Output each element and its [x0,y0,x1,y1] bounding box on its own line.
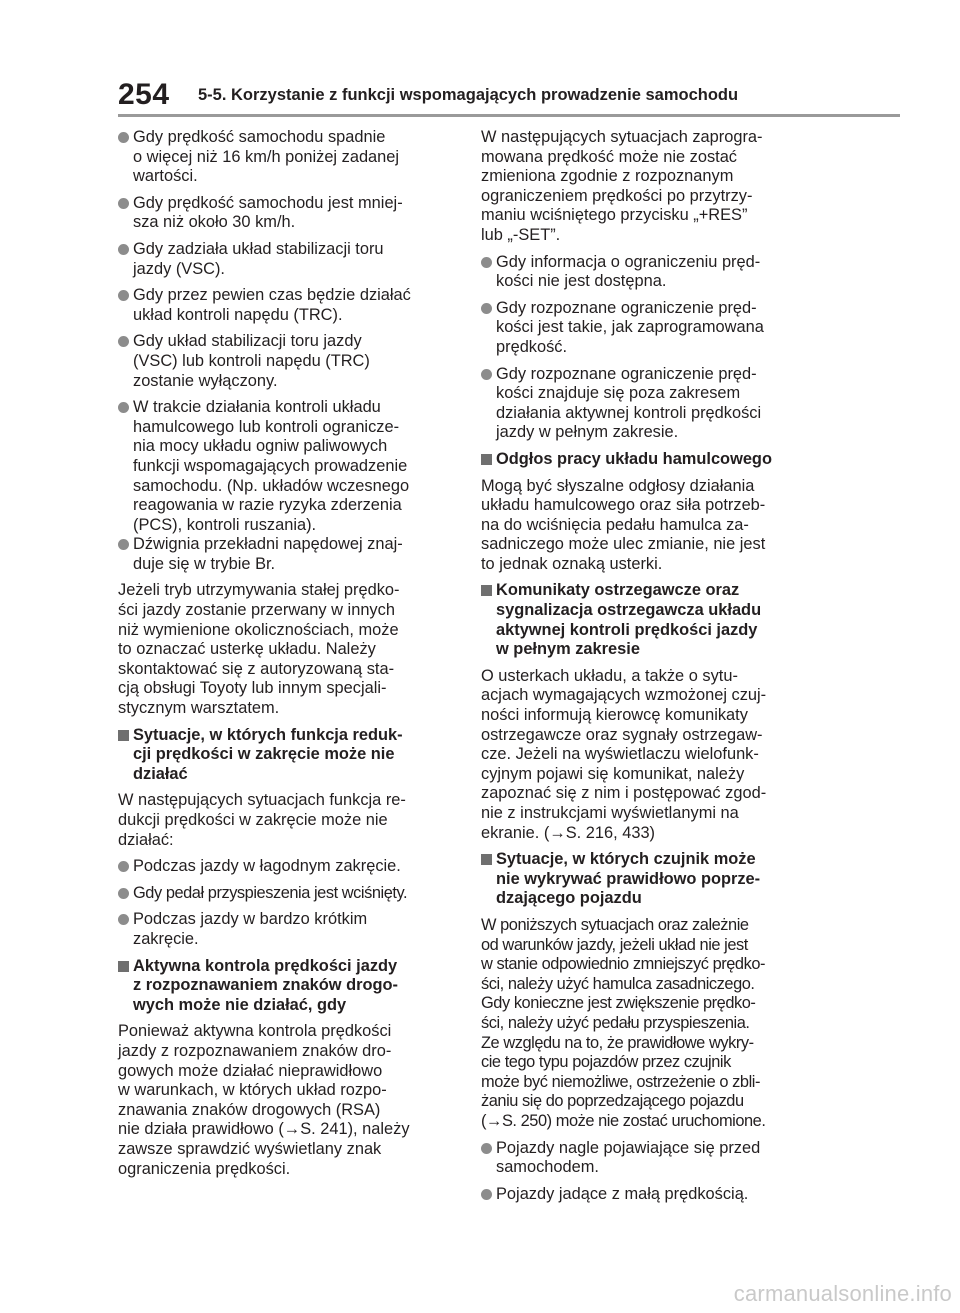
bullet-text: Gdy rozpoznane ograniczenie pręd- kości znajduje się poza zakresem działania aktywnej kontroli prędkości jazdy w pełnym zakresie. [496,364,762,442]
square-bullet-icon [481,854,492,865]
bullet-item [118,910,453,949]
bullet-dot-icon [481,303,492,314]
heading-text: Sytuacje, w których czujnik może nie wykrywać prawidłowo poprze- dzającego pojazdu [496,850,761,908]
bullet-dot-icon [481,369,492,380]
bullet-dot-icon [118,132,129,143]
bullet-dot-icon [481,257,492,268]
paragraph: O usterkach układu, a także o sytu- acjach wymagających wzmożonej czuj- ności informują kierowcę komunikaty ostrzegawcze oraz sygnały ostrzegaw- cze. Jeżeli na wyświetlaczu wielofunk- cyjnym pojawi się komunikat, należy zapoznać się z nim i postępować zgod- nie z instrukcjami wyświetlanymi na ekranie. (→S. 216, 433) [481,666,767,842]
bullet-dot-icon [481,1143,492,1154]
paragraph: Jeżeli tryb utrzymywania stałej prędko- ści jazdy zostanie przerwany w innych niż wymienione okolicznościach, może to oznaczać usterkę układu. Należy skontaktować się z autoryzowaną sta- cją obsługi Toyoty lub innym specjali- stycznym warsztatem. [118,581,400,718]
bullet-dot-icon [118,861,129,872]
bullet-text: W trakcie działania kontroli układu hamulcowego lub kontroli ogranicze- nia mocy układu ogniw paliwowych funkcji wspomagających prowadzenie samochodu. (Np. układów wczesnego reagowania w razie ryzyka zderzenia (PCS), kontroli ruszania). [133,398,410,534]
bullet-dot-icon [118,198,129,209]
paragraph: W następujących sytuacjach zaprogra- mowana prędkość może nie zostać zmieniona zgodnie z rozpoznanym ograniczeniem prędkości po przytrzy- maniu wciśniętego przycisku „+RES” lub „-SET”. [481,128,763,244]
subsection-heading [481,450,816,470]
subsection-heading [481,850,816,909]
heading-text: Odgłos pracy układu hamulcowego [496,449,772,468]
paragraph: Ponieważ aktywna kontrola prędkości jazdy z rozpoznawaniem znaków dro- gowych może działać nieprawidłowo w warunkach, w których układ rozpo- znawania znaków drogowych (RSA) nie działa prawidłowo (→S. 241), należy zawsze sprawdzić wyświetlany znak ograniczenia prędkości. [118,1022,410,1178]
subsection-heading [481,581,816,659]
bullet-text: Gdy przez pewien czas będzie działać układ kontroli napędu (TRC). [133,286,411,324]
square-bullet-icon [481,454,492,465]
bullet-text: Gdy informacja o ograniczeniu pręd- kości nie jest dostępna. [496,252,761,291]
bullet-dot-icon [118,402,129,413]
paragraph: W poniższych sytuacjach oraz zależnie od warunków jazdy, jeżeli układ nie jest w stanie odpowiednio zmniejszyć prędko- ści, należy użyć hamulca zasadniczego. Gdy konieczne jest zwiększenie prędko- ści, należy użyć pedału przyspieszenia. Ze względu na to, że prawidłowe wykry- cie tego typu pojazdów przez czujnik może być niemożliwe, ostrzeżenie o zbli- żaniu się do poprzedzającego pojazdu (→S. 250) może nie zostać uruchomione. [481,915,766,1130]
bullet-item [118,535,453,574]
bullet-item [118,286,453,325]
bullet-dot-icon [118,290,129,301]
bullet-dot-icon [118,336,129,347]
heading-text: Sytuacje, w których funkcja reduk- cji prędkości w zakręcie może nie działać [133,725,403,783]
square-bullet-icon [481,585,492,596]
bullet-text: Dźwignia przekładni napędowej znaj- duje się w trybie Br. [133,535,403,573]
bullet-dot-icon [118,244,129,255]
square-bullet-icon [118,961,129,972]
paragraph: W następujących sytuacjach funkcja re- dukcji prędkości w zakręcie może nie działać: [118,791,406,849]
bullet-dot-icon [118,539,129,550]
bullet-text: Gdy pedał przyspieszenia jest wciśnięty. [133,883,408,902]
bullet-text: Gdy zadziała układ stabilizacji toru jazdy (VSC). [133,239,384,278]
subsection-heading [118,957,453,1016]
section-title: 5-5. Korzystanie z funkcji wspomagających prowadzenie samochodu [198,86,739,104]
bullet-text: Gdy układ stabilizacji toru jazdy (VSC) lub kontroli napędu (TRC) zostanie wyłączony. [133,332,370,390]
header-rule [118,114,900,117]
heading-text: Aktywna kontrola prędkości jazdy z rozpoznawaniem znaków drogo- wych może nie działać, gdy [133,956,398,1014]
bullet-dot-icon [118,888,129,899]
bullet-item [118,240,453,279]
bullet-dot-icon [481,1189,492,1200]
subsection-heading [118,726,453,785]
bullet-item [481,365,816,443]
bullet-text: Gdy prędkość samochodu jest mniej- sza niż około 30 km/h. [133,193,403,232]
watermark: carmanualsonline.info [733,1281,952,1306]
bullet-item [118,884,453,904]
bullet-item [481,253,816,292]
bullet-text: Podczas jazdy w łagodnym zakręcie. [133,857,401,876]
bullet-item [118,332,453,391]
bullet-text: Gdy prędkość samochodu spadnie o więcej niż 16 km/h poniżej zadanej wartości. [133,128,400,186]
bullet-item [118,857,453,877]
bullet-text: Gdy rozpoznane ograniczenie pręd- kości jest takie, jak zaprogramowana prędkość. [496,298,764,356]
bullet-item [481,1185,816,1205]
bullet-item [118,128,453,187]
page-header [118,78,908,112]
bullet-item [481,299,816,358]
paragraph: Mogą być słyszalne odgłosy działania układu hamulcowego oraz siła potrzeb- na do wciśnięcia pedału hamulca za- sadniczego może ulec zmianie, nie jest to jednak oznaką usterki. [481,476,766,573]
bullet-text: Podczas jazdy w bardzo krótkim zakręcie. [133,910,368,948]
bullet-item [481,1139,816,1178]
right-column [481,128,816,1211]
left-column [118,128,453,1186]
heading-text: Komunikaty ostrzegawcze oraz sygnalizacja ostrzegawcza układu aktywnej kontroli prędkości jazdy w pełnym zakresie [496,581,762,659]
bullet-item [118,194,453,233]
bullet-item [118,398,453,535]
square-bullet-icon [118,730,129,741]
bullet-dot-icon [118,914,129,925]
bullet-text: Pojazdy jadące z małą prędkością. [496,1184,749,1203]
page-number: 254 [118,78,170,111]
bullet-text: Pojazdy nagle pojawiające się przed samochodem. [496,1138,761,1177]
